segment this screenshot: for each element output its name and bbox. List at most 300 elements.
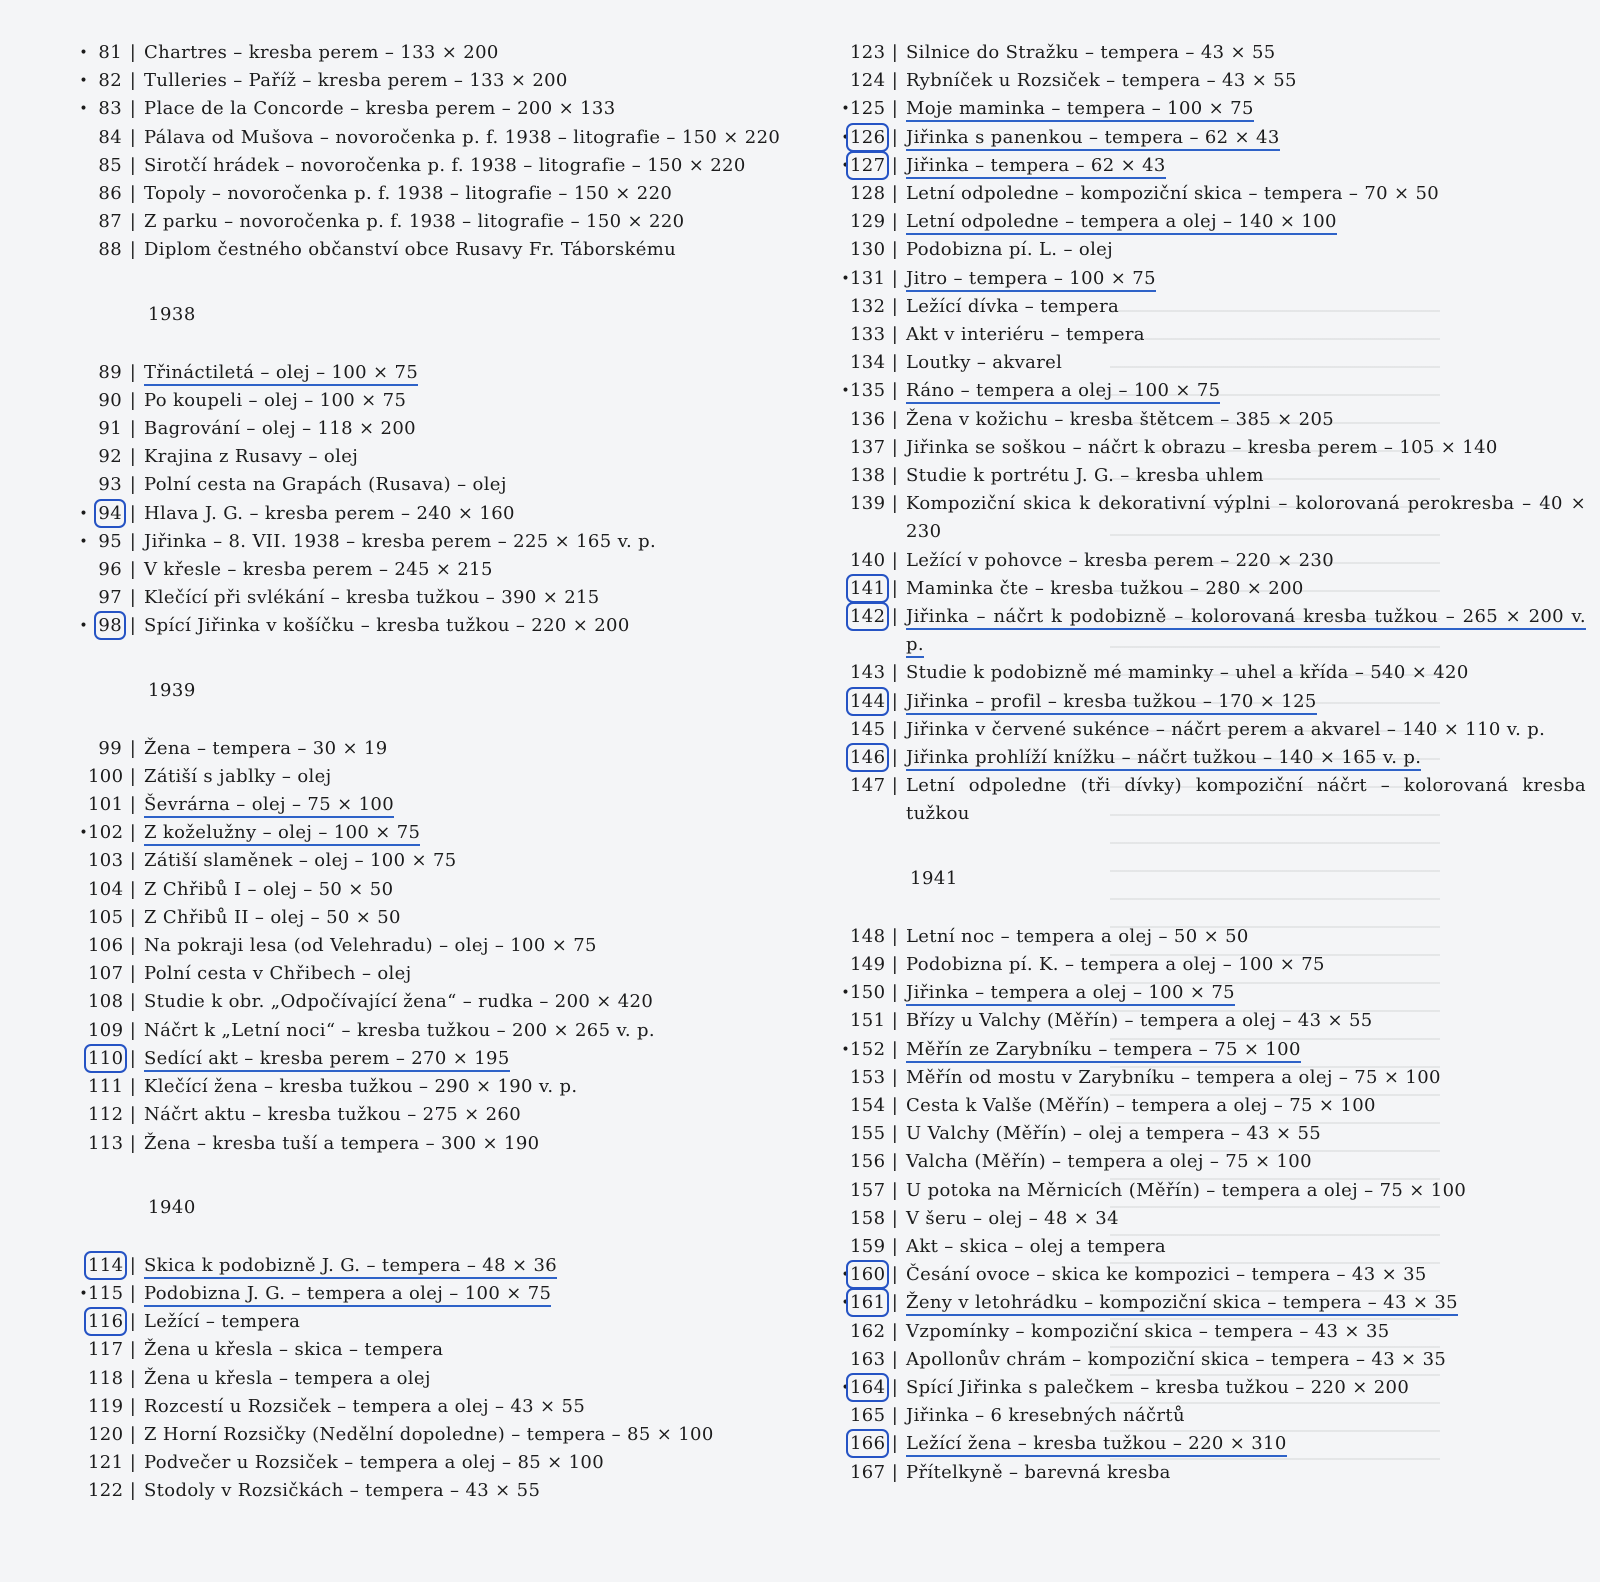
entry-description: Sirotčí hrádek – novoročenka p. f. 1938 – litografie – 150 × 220	[144, 154, 746, 176]
entry-description: Jiřinka se soškou – náčrt k obrazu – kresba perem – 105 × 140	[906, 436, 1498, 458]
separator-bar: |	[891, 1433, 899, 1455]
separator-bar: |	[129, 154, 137, 176]
entry-description: V křesle – kresba perem – 245 × 215	[144, 559, 493, 581]
entry-number: 110	[88, 1047, 124, 1069]
catalog-entry-89	[60, 359, 800, 387]
catalog-entry-127	[822, 152, 1592, 180]
catalog-entry-117	[60, 1336, 800, 1364]
entry-number: 164	[850, 1376, 886, 1398]
entry-number: 160	[850, 1264, 886, 1286]
entry-number: 161	[850, 1292, 886, 1314]
catalog-entry-149	[822, 951, 1592, 979]
entry-number: 84	[98, 126, 122, 148]
catalog-entry-98	[60, 612, 800, 640]
separator-bar: |	[891, 380, 899, 402]
entry-description: Jiřinka v červené sukénce – náčrt perem a akvarel – 140 × 110 v. p.	[906, 718, 1546, 740]
entry-number: 117	[88, 1339, 124, 1361]
entry-number: 99	[98, 737, 122, 759]
entry-description: Jiřinka – náčrt k podobizně – kolorovaná kresba tužkou – 265 × 200 v. p.	[906, 603, 1592, 659]
separator-bar: |	[129, 446, 137, 468]
entry-number: 157	[850, 1179, 886, 1201]
entry-description: Ženy v letohrádku – kompoziční skica – tempera – 43 × 35	[906, 1289, 1592, 1317]
entry-description: Jiřinka – profil – kresba tužkou – 170 × 125	[906, 688, 1592, 716]
entry-number: 142	[850, 606, 886, 628]
entry-number: 85	[98, 154, 122, 176]
separator-bar: |	[129, 559, 137, 581]
entry-number: 127	[850, 154, 886, 176]
separator-bar: |	[891, 1376, 899, 1398]
catalog-entry-125	[822, 95, 1592, 123]
entry-number: 128	[850, 183, 886, 205]
entry-description: Valcha (Měřín) – tempera a olej – 75 × 100	[906, 1151, 1312, 1173]
separator-bar: |	[891, 577, 899, 599]
separator-bar: |	[891, 211, 899, 233]
entry-description: Ležící žena – kresba tužkou – 220 × 310	[906, 1430, 1592, 1458]
entry-description: Chartres – kresba perem – 133 × 200	[144, 42, 499, 63]
catalog-entry-145	[822, 716, 1592, 744]
year-heading-1939: 1939	[148, 679, 196, 701]
catalog-entry-101	[60, 791, 800, 819]
entry-number: 119	[88, 1395, 124, 1417]
catalog-entry-86	[60, 180, 800, 208]
entry-description: Ležící v pohovce – kresba perem – 220 × 230	[906, 549, 1335, 571]
entries-block-1	[60, 39, 800, 265]
entry-description: Ležící – tempera	[144, 1311, 301, 1333]
entry-number: 156	[850, 1151, 886, 1173]
entry-number: 137	[850, 436, 886, 458]
separator-bar: |	[891, 70, 899, 92]
selection-dot: •	[841, 985, 850, 1002]
catalog-entry-161	[822, 1289, 1592, 1317]
entry-description: Ševrárna – olej – 75 × 100	[144, 791, 800, 819]
separator-bar: |	[891, 493, 899, 515]
entry-number: 125	[850, 98, 886, 120]
entry-number: 92	[98, 446, 122, 468]
entry-description: Letní odpoledne – kompoziční skica – tempera – 70 × 50	[906, 183, 1440, 205]
entries-block-1940-continued	[822, 39, 1592, 829]
entry-number: 102	[88, 822, 124, 844]
entry-number: 82	[98, 70, 122, 92]
entry-number: 109	[88, 1019, 124, 1041]
separator-bar: |	[129, 822, 137, 844]
separator-bar: |	[129, 615, 137, 637]
catalog-entry-126	[822, 124, 1592, 152]
entry-number: 112	[88, 1104, 124, 1126]
selection-dot: •	[841, 1379, 850, 1396]
entry-number: 147	[850, 775, 886, 797]
separator-bar: |	[891, 747, 899, 769]
entry-number: 98	[98, 615, 122, 637]
catalog-entry-92	[60, 443, 800, 471]
entry-number: 105	[88, 906, 124, 928]
separator-bar: |	[891, 98, 899, 120]
entry-number: 96	[98, 559, 122, 581]
entry-number: 86	[98, 183, 122, 205]
separator-bar: |	[891, 324, 899, 346]
entries-block-1938	[60, 359, 800, 641]
catalog-entry-119	[60, 1393, 800, 1421]
entry-description: Krajina z Rusavy – olej	[144, 446, 359, 468]
entry-description: Zátiší s jablky – olej	[144, 765, 332, 787]
entry-number: 106	[88, 935, 124, 957]
catalog-entry-143	[822, 659, 1592, 687]
entry-description: Jiřinka – 8. VII. 1938 – kresba perem – 225 × 165 v. p.	[144, 530, 657, 552]
separator-bar: |	[129, 737, 137, 759]
catalog-entry-102	[60, 819, 800, 847]
separator-bar: |	[129, 239, 137, 261]
entry-description: U potoka na Měrnicích (Měřín) – tempera a olej – 75 × 100	[906, 1179, 1467, 1201]
entry-description: Bagrování – olej – 118 × 200	[144, 418, 416, 440]
entry-description: Jiřinka prohlíží knížku – náčrt tužkou – 140 × 165 v. p.	[906, 744, 1592, 772]
catalog-entry-122	[60, 1477, 800, 1505]
catalog-entry-110	[60, 1045, 800, 1073]
catalog-entry-151	[822, 1007, 1592, 1035]
separator-bar: |	[891, 465, 899, 487]
entry-description: Měřín od mostu v Zarybníku – tempera a olej – 75 × 100	[906, 1066, 1441, 1088]
separator-bar: |	[129, 1339, 137, 1361]
entry-description: Spící Jiřinka s palečkem – kresba tužkou – 220 × 200	[906, 1376, 1410, 1398]
entry-description: Z parku – novoročenka p. f. 1938 – litografie – 150 × 220	[144, 211, 685, 233]
entry-number: 145	[850, 718, 886, 740]
catalog-entry-141	[822, 575, 1592, 603]
separator-bar: |	[129, 1132, 137, 1154]
entry-number: 123	[850, 42, 886, 63]
separator-bar: |	[891, 42, 899, 63]
separator-bar: |	[891, 239, 899, 261]
catalog-entry-153	[822, 1064, 1592, 1092]
entry-number: 153	[850, 1066, 886, 1088]
selection-dot: •	[79, 533, 88, 550]
entry-description: Z Chřibů I – olej – 50 × 50	[144, 878, 394, 900]
entry-description: Spící Jiřinka v košíčku – kresba tužkou – 220 × 200	[144, 615, 630, 637]
separator-bar: |	[891, 690, 899, 712]
entry-number: 108	[88, 991, 124, 1013]
entry-number: 91	[98, 418, 122, 440]
entry-description: Topoly – novoročenka p. f. 1938 – litografie – 150 × 220	[144, 183, 673, 205]
catalog-entry-135	[822, 377, 1592, 405]
entry-description: Ráno – tempera a olej – 100 × 75	[906, 377, 1592, 405]
catalog-entry-94	[60, 500, 800, 528]
entry-description: Vzpomínky – kompoziční skica – tempera – 43 × 35	[906, 1320, 1390, 1342]
separator-bar: |	[891, 953, 899, 975]
entry-number: 134	[850, 352, 886, 374]
entry-description: Place de la Concorde – kresba perem – 200 × 133	[144, 98, 616, 120]
entry-description: Podobizna J. G. – tempera a olej – 100 × 75	[144, 1280, 800, 1308]
catalog-entry-156	[822, 1148, 1592, 1176]
entry-description: Měřín ze Zarybníku – tempera – 75 × 100	[906, 1036, 1592, 1064]
catalog-entry-165	[822, 1402, 1592, 1430]
entry-number: 116	[88, 1311, 124, 1333]
separator-bar: |	[891, 1066, 899, 1088]
entry-number: 114	[88, 1254, 124, 1276]
selection-dot: •	[79, 45, 88, 61]
selection-dot: •	[79, 825, 88, 842]
catalog-entry-109	[60, 1017, 800, 1045]
entry-number: 129	[850, 211, 886, 233]
catalog-entry-112	[60, 1101, 800, 1129]
separator-bar: |	[891, 1151, 899, 1173]
separator-bar: |	[891, 662, 899, 684]
catalog-entry-163	[822, 1346, 1592, 1374]
separator-bar: |	[129, 963, 137, 985]
separator-bar: |	[129, 587, 137, 609]
catalog-entry-148	[822, 923, 1592, 951]
selection-dot: •	[841, 270, 850, 287]
separator-bar: |	[129, 1311, 137, 1333]
entry-number: 120	[88, 1423, 124, 1445]
entry-description: Podvečer u Rozsiček – tempera a olej – 85 × 100	[144, 1452, 605, 1474]
entry-number: 135	[850, 380, 886, 402]
catalog-entry-104	[60, 876, 800, 904]
separator-bar: |	[129, 991, 137, 1013]
separator-bar: |	[129, 1076, 137, 1098]
entry-description: Podobizna pí. L. – olej	[906, 239, 1114, 261]
entry-number: 83	[98, 98, 122, 120]
separator-bar: |	[891, 352, 899, 374]
entry-number: 101	[88, 794, 124, 816]
separator-bar: |	[891, 606, 899, 628]
left-column	[60, 39, 800, 1506]
selection-dot: •	[841, 1295, 850, 1312]
catalog-entry-152	[822, 1036, 1592, 1064]
entry-description: Kompoziční skica k dekorativní výplni – kolorovaná perokresba – 40 × 230	[906, 493, 1586, 543]
entry-description: Cesta k Valše (Měřín) – tempera a olej – 75 × 100	[906, 1094, 1376, 1116]
catalog-entry-160	[822, 1261, 1592, 1289]
catalog-entry-139	[822, 490, 1592, 546]
catalog-entry-95	[60, 528, 800, 556]
entry-description: Letní odpoledne (tři dívky) kompoziční náčrt – kolorovaná kresba tužkou	[906, 775, 1586, 825]
separator-bar: |	[129, 1395, 137, 1417]
year-heading-1940: 1940	[148, 1196, 196, 1218]
separator-bar: |	[129, 794, 137, 816]
separator-bar: |	[129, 1480, 137, 1502]
catalog-entry-132	[822, 293, 1592, 321]
entry-number: 89	[98, 361, 122, 383]
catalog-entry-91	[60, 415, 800, 443]
catalog-entry-133	[822, 321, 1592, 349]
separator-bar: |	[891, 1264, 899, 1286]
entry-number: 131	[850, 267, 886, 289]
entry-number: 104	[88, 878, 124, 900]
selection-dot: •	[841, 101, 850, 118]
entry-description: Loutky – akvarel	[906, 352, 1063, 374]
catalog-entry-97	[60, 584, 800, 612]
catalog-entry-111	[60, 1073, 800, 1101]
entry-description: Třináctiletá – olej – 100 × 75	[144, 359, 800, 387]
entry-description: Rozcestí u Rozsiček – tempera a olej – 43 × 55	[144, 1395, 586, 1417]
entry-description: Sedící akt – kresba perem – 270 × 195	[144, 1045, 800, 1073]
catalog-entry-103	[60, 847, 800, 875]
entry-description: Jiřinka – tempera – 62 × 43	[906, 152, 1592, 180]
entry-description: Moje maminka – tempera – 100 × 75	[906, 95, 1592, 123]
entry-number: 107	[88, 963, 124, 985]
catalog-entry-113	[60, 1130, 800, 1158]
separator-bar: |	[129, 1019, 137, 1041]
selection-dot: •	[79, 73, 88, 90]
separator-bar: |	[891, 154, 899, 176]
separator-bar: |	[891, 126, 899, 148]
entry-number: 166	[850, 1433, 886, 1455]
catalog-entry-81	[60, 39, 800, 67]
entry-description: Diplom čestného občanství obce Rusavy Fr. Táborskému	[144, 239, 677, 261]
catalog-entry-114	[60, 1252, 800, 1280]
year-heading-1941: 1941	[910, 867, 958, 889]
entries-block-1941	[822, 923, 1592, 1487]
catalog-entry-137	[822, 434, 1592, 462]
entry-number: 126	[850, 126, 886, 148]
catalog-entry-82	[60, 67, 800, 95]
catalog-entry-131	[822, 265, 1592, 293]
entry-number: 95	[98, 530, 122, 552]
entry-number: 122	[88, 1480, 124, 1502]
entry-number: 139	[850, 493, 886, 515]
selection-dot: •	[79, 101, 88, 118]
separator-bar: |	[129, 98, 137, 120]
entry-number: 148	[850, 925, 886, 947]
catalog-entry-87	[60, 208, 800, 236]
catalog-entry-108	[60, 988, 800, 1016]
entry-description: Akt v interiéru – tempera	[906, 324, 1145, 346]
entry-number: 100	[88, 765, 124, 787]
catalog-entry-90	[60, 387, 800, 415]
entry-description: Z Chřibů II – olej – 50 × 50	[144, 906, 401, 928]
separator-bar: |	[891, 982, 899, 1004]
entry-description: Podobizna pí. K. – tempera a olej – 100 × 75	[906, 953, 1325, 975]
entry-description: Žena u křesla – tempera a olej	[144, 1367, 431, 1389]
separator-bar: |	[891, 1405, 899, 1427]
separator-bar: |	[129, 211, 137, 233]
entry-number: 136	[850, 408, 886, 430]
entry-description: U Valchy (Měřín) – olej a tempera – 43 × 55	[906, 1123, 1322, 1145]
entry-description: Tulleries – Paříž – kresba perem – 133 × 200	[144, 70, 568, 92]
entry-number: 150	[850, 982, 886, 1004]
separator-bar: |	[891, 1292, 899, 1314]
entry-description: Jiřinka s panenkou – tempera – 62 × 43	[906, 124, 1592, 152]
entry-description: Skica k podobizně J. G. – tempera – 48 × 36	[144, 1252, 800, 1280]
entry-description: Letní noc – tempera a olej – 50 × 50	[906, 925, 1249, 947]
entry-number: 115	[88, 1282, 124, 1304]
entry-description: Studie k portrétu J. G. – kresba uhlem	[906, 465, 1264, 487]
separator-bar: |	[129, 1423, 137, 1445]
catalog-entry-140	[822, 547, 1592, 575]
selection-dot: •	[79, 1285, 88, 1302]
catalog-entry-88	[60, 236, 800, 264]
entry-description: Pálava od Mušova – novoročenka p. f. 1938 – litografie – 150 × 220	[144, 126, 781, 148]
separator-bar: |	[891, 549, 899, 571]
catalog-entry-93	[60, 471, 800, 499]
separator-bar: |	[891, 267, 899, 289]
entry-number: 154	[850, 1094, 886, 1116]
entry-number: 152	[850, 1038, 886, 1060]
separator-bar: |	[891, 436, 899, 458]
entry-number: 149	[850, 953, 886, 975]
selection-dot: •	[841, 383, 850, 400]
entry-description: Polní cesta v Chřibech – olej	[144, 963, 412, 985]
entry-description: Jiřinka – 6 kresebných náčrtů	[906, 1405, 1185, 1427]
catalog-entry-83	[60, 95, 800, 123]
separator-bar: |	[129, 1452, 137, 1474]
separator-bar: |	[891, 295, 899, 317]
entry-number: 138	[850, 465, 886, 487]
catalog-entry-167	[822, 1459, 1592, 1487]
entry-number: 121	[88, 1452, 124, 1474]
entry-number: 133	[850, 324, 886, 346]
entry-number: 167	[850, 1461, 886, 1483]
entry-description: Břízy u Valchy (Měřín) – tempera a olej – 43 × 55	[906, 1010, 1373, 1032]
separator-bar: |	[129, 42, 137, 63]
separator-bar: |	[129, 906, 137, 928]
catalog-entry-85	[60, 152, 800, 180]
catalog-entry-123	[822, 39, 1592, 67]
separator-bar: |	[891, 1094, 899, 1116]
catalog-entry-157	[822, 1177, 1592, 1205]
catalog-entry-166	[822, 1430, 1592, 1458]
catalog-entry-107	[60, 960, 800, 988]
entry-number: 163	[850, 1348, 886, 1370]
separator-bar: |	[891, 1038, 899, 1060]
entry-number: 141	[850, 577, 886, 599]
separator-bar: |	[129, 389, 137, 411]
separator-bar: |	[891, 183, 899, 205]
entry-description: Hlava J. G. – kresba perem – 240 × 160	[144, 502, 515, 524]
separator-bar: |	[129, 474, 137, 496]
entry-description: Jiřinka – tempera a olej – 100 × 75	[906, 979, 1592, 1007]
right-column	[822, 39, 1592, 1487]
catalog-entry-150	[822, 979, 1592, 1007]
entries-block-1939	[60, 735, 800, 1158]
separator-bar: |	[129, 1254, 137, 1276]
separator-bar: |	[891, 1010, 899, 1032]
entry-description: Polní cesta na Grapách (Rusava) – olej	[144, 474, 507, 496]
entry-number: 97	[98, 587, 122, 609]
entry-number: 130	[850, 239, 886, 261]
entry-description: Zátiší slaměnek – olej – 100 × 75	[144, 850, 457, 872]
catalog-entry-142	[822, 603, 1592, 659]
selection-dot: •	[841, 1041, 850, 1058]
entry-number: 144	[850, 690, 886, 712]
entry-number: 81	[98, 42, 122, 63]
separator-bar: |	[129, 878, 137, 900]
entry-description: Žena – tempera – 30 × 19	[144, 737, 388, 759]
entry-number: 113	[88, 1132, 124, 1154]
catalog-entry-159	[822, 1233, 1592, 1261]
entry-description: Studie k obr. „Odpočívající žena“ – rudka – 200 × 420	[144, 991, 654, 1013]
catalog-entry-154	[822, 1092, 1592, 1120]
entry-number: 158	[850, 1207, 886, 1229]
catalog-entry-164	[822, 1374, 1592, 1402]
entry-number: 143	[850, 662, 886, 684]
catalog-entry-147	[822, 772, 1592, 828]
entry-description: Z koželužny – olej – 100 × 75	[144, 819, 800, 847]
catalog-entry-84	[60, 124, 800, 152]
selection-dot: •	[841, 1267, 850, 1284]
catalog-entry-134	[822, 349, 1592, 377]
entry-description: Akt – skica – olej a tempera	[906, 1235, 1167, 1257]
catalog-entry-130	[822, 236, 1592, 264]
entry-description: Jitro – tempera – 100 × 75	[906, 265, 1592, 293]
catalog-entry-99	[60, 735, 800, 763]
catalog-entry-136	[822, 406, 1592, 434]
entry-description: Náčrt aktu – kresba tužkou – 275 × 260	[144, 1104, 522, 1126]
entry-description: Z Horní Rozsičky (Nedělní dopoledne) – tempera – 85 × 100	[144, 1423, 714, 1445]
separator-bar: |	[129, 126, 137, 148]
catalog-entry-116	[60, 1308, 800, 1336]
separator-bar: |	[891, 1235, 899, 1257]
separator-bar: |	[129, 935, 137, 957]
entry-number: 146	[850, 747, 886, 769]
catalog-entry-120	[60, 1421, 800, 1449]
selection-dot: •	[841, 157, 850, 174]
